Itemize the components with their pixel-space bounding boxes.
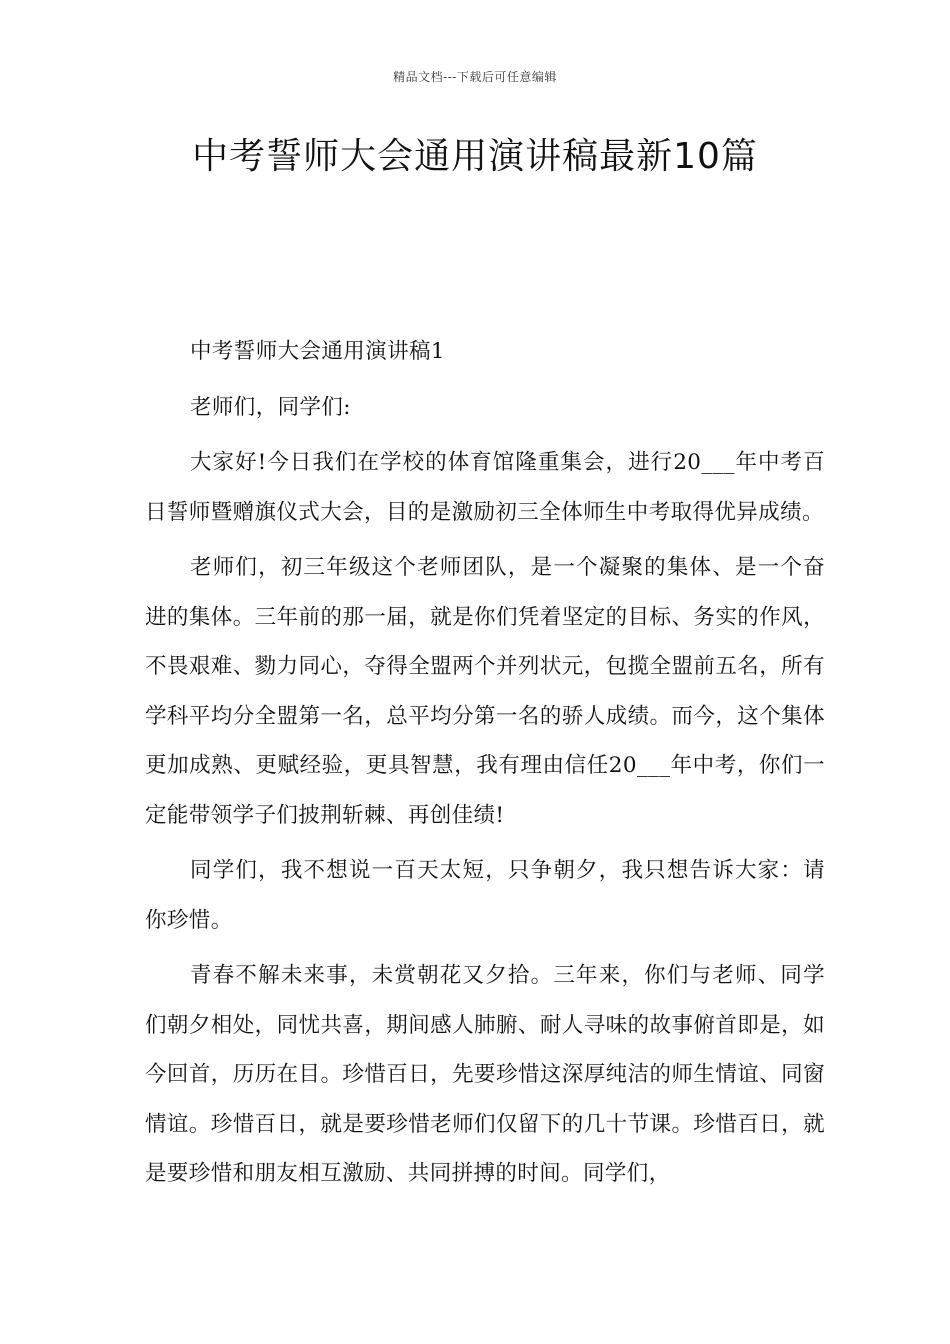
paragraph: 老师们，初三年级这个老师团队，是一个凝聚的集体、是一个奋进的集体。三年前的那一届，就是你们凭着坚定的目标、务实的作风，不畏艰难、勠力同心，夺得全盟两个并列状元，包揽全盟前五名，所有学科平均分全盟第一名，总平均分第一名的骄人成绩。而今，这个集体更加成熟、更赋经验，更具智慧，我有理由信任20___年中考，你们一定能带领学子们披荆斩棘、再创佳绩! [145, 555, 825, 828]
document-body [145, 327, 825, 1205]
paragraph: 大家好!今日我们在学校的体育馆隆重集会，进行20___年中考百日誓师暨赠旗仪式大会，目的是激励初三全体师生中考取得优异成绩。 [145, 450, 825, 525]
paragraph: 同学们，我不想说一百天太短，只争朝夕，我只想告诉大家：请你珍惜。 [145, 858, 825, 933]
document-title: 中考誓师大会通用演讲稿最新10篇 [192, 136, 758, 177]
header-note: 精品文档---下载后可任意编辑 [393, 70, 557, 84]
section-heading: 中考誓师大会通用演讲稿1 [190, 339, 445, 364]
salutation: 老师们，同学们: [190, 394, 351, 420]
paragraph: 青春不解未来事，未赏朝花又夕拾。三年来，你们与老师、同学们朝夕相处，同忧共喜，期间感人肺腑、耐人寻味的故事俯首即是，如今回首，历历在目。珍惜百日，先要珍惜这深厚纯洁的师生情谊、同窗情谊。珍惜百日，就是要珍惜老师们仅留下的几十节课。珍惜百日，就是要珍惜和朋友相互激励、共同拼搏的时间。同学们， [145, 963, 825, 1186]
